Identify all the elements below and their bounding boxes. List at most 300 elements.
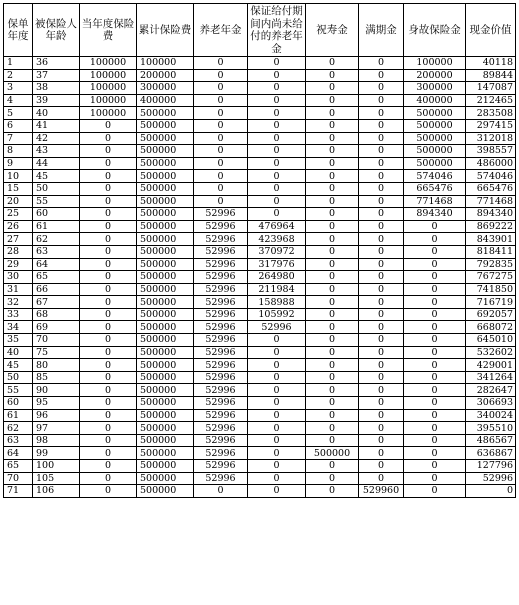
- table-row: [4, 296, 516, 309]
- cell-death-benefit: 0: [404, 447, 466, 460]
- cell-cumulative-premium: 200000: [137, 69, 194, 82]
- table-row: [4, 334, 516, 347]
- cell-annual-premium: 0: [80, 145, 137, 158]
- header-annual-premium: 当年度保险费: [80, 4, 137, 57]
- cell-insured-age: 43: [33, 145, 80, 158]
- cell-cash-value: 894340: [466, 208, 516, 221]
- cell-cumulative-premium: 500000: [137, 220, 194, 233]
- cell-maturity-benefit: 0: [359, 371, 404, 384]
- cell-maturity-benefit: 0: [359, 208, 404, 221]
- cell-annual-premium: 0: [80, 422, 137, 435]
- cell-death-benefit: 0: [404, 485, 466, 498]
- table-row: [4, 422, 516, 435]
- cell-cash-value: 692057: [466, 308, 516, 321]
- cell-cumulative-premium: 500000: [137, 258, 194, 271]
- cell-cumulative-premium: 500000: [137, 334, 194, 347]
- cell-death-benefit: 0: [404, 258, 466, 271]
- cell-guaranteed-unpaid-annuity: 52996: [248, 321, 306, 334]
- cell-cash-value: 398557: [466, 145, 516, 158]
- cell-policy-year: 64: [4, 447, 33, 460]
- cell-cash-value: 429001: [466, 359, 516, 372]
- cell-longevity-benefit: 0: [306, 485, 359, 498]
- cell-maturity-benefit: 0: [359, 321, 404, 334]
- cell-cumulative-premium: 500000: [137, 422, 194, 435]
- table-row: [4, 321, 516, 334]
- cell-death-benefit: 400000: [404, 94, 466, 107]
- table-row: [4, 157, 516, 170]
- cell-guaranteed-unpaid-annuity: 0: [248, 346, 306, 359]
- cell-policy-year: 71: [4, 485, 33, 498]
- cell-longevity-benefit: 0: [306, 258, 359, 271]
- cell-maturity-benefit: 0: [359, 195, 404, 208]
- cell-maturity-benefit: 0: [359, 245, 404, 258]
- cell-maturity-benefit: 0: [359, 460, 404, 473]
- cell-guaranteed-unpaid-annuity: 0: [248, 170, 306, 183]
- cell-guaranteed-unpaid-annuity: 0: [248, 195, 306, 208]
- table-row: [4, 94, 516, 107]
- cell-maturity-benefit: 0: [359, 57, 404, 70]
- cell-death-benefit: 894340: [404, 208, 466, 221]
- cell-pension-annuity: 0: [194, 82, 248, 95]
- cell-death-benefit: 0: [404, 460, 466, 473]
- cell-longevity-benefit: 0: [306, 460, 359, 473]
- cell-policy-year: 7: [4, 132, 33, 145]
- cell-longevity-benefit: 0: [306, 195, 359, 208]
- cell-cash-value: 716719: [466, 296, 516, 309]
- cell-policy-year: 35: [4, 334, 33, 347]
- cell-maturity-benefit: 0: [359, 384, 404, 397]
- cell-longevity-benefit: 0: [306, 220, 359, 233]
- cell-pension-annuity: 0: [194, 195, 248, 208]
- cell-cash-value: 645010: [466, 334, 516, 347]
- cell-cumulative-premium: 500000: [137, 359, 194, 372]
- cell-death-benefit: 771468: [404, 195, 466, 208]
- cell-guaranteed-unpaid-annuity: 476964: [248, 220, 306, 233]
- cell-guaranteed-unpaid-annuity: 0: [248, 107, 306, 120]
- cell-guaranteed-unpaid-annuity: 0: [248, 334, 306, 347]
- cell-insured-age: 50: [33, 182, 80, 195]
- cell-longevity-benefit: 0: [306, 233, 359, 246]
- cell-insured-age: 106: [33, 485, 80, 498]
- cell-cash-value: 668072: [466, 321, 516, 334]
- table-row: [4, 195, 516, 208]
- cell-annual-premium: 0: [80, 220, 137, 233]
- cell-longevity-benefit: 0: [306, 346, 359, 359]
- cell-cumulative-premium: 500000: [137, 460, 194, 473]
- cell-pension-annuity: 52996: [194, 346, 248, 359]
- cell-annual-premium: 0: [80, 346, 137, 359]
- cell-longevity-benefit: 0: [306, 182, 359, 195]
- cell-guaranteed-unpaid-annuity: 0: [248, 145, 306, 158]
- table-row: [4, 447, 516, 460]
- cell-guaranteed-unpaid-annuity: 0: [248, 208, 306, 221]
- cell-cumulative-premium: 500000: [137, 132, 194, 145]
- cell-policy-year: 50: [4, 371, 33, 384]
- cell-annual-premium: 0: [80, 283, 137, 296]
- cell-maturity-benefit: 0: [359, 472, 404, 485]
- cell-pension-annuity: 0: [194, 485, 248, 498]
- cell-cash-value: 741850: [466, 283, 516, 296]
- cell-cumulative-premium: 500000: [137, 384, 194, 397]
- cell-cumulative-premium: 500000: [137, 195, 194, 208]
- table-row: [4, 271, 516, 284]
- table-row: [4, 359, 516, 372]
- table-row: [4, 346, 516, 359]
- cell-guaranteed-unpaid-annuity: 0: [248, 182, 306, 195]
- cell-death-benefit: 0: [404, 359, 466, 372]
- cell-cash-value: 282647: [466, 384, 516, 397]
- cell-maturity-benefit: 0: [359, 170, 404, 183]
- cell-guaranteed-unpaid-annuity: 370972: [248, 245, 306, 258]
- cell-guaranteed-unpaid-annuity: 158988: [248, 296, 306, 309]
- benefit-table: [3, 3, 516, 498]
- cell-pension-annuity: 0: [194, 57, 248, 70]
- cell-longevity-benefit: 0: [306, 422, 359, 435]
- cell-cumulative-premium: 500000: [137, 283, 194, 296]
- cell-cumulative-premium: 500000: [137, 371, 194, 384]
- cell-pension-annuity: 0: [194, 119, 248, 132]
- cell-policy-year: 60: [4, 397, 33, 410]
- cell-pension-annuity: 52996: [194, 397, 248, 410]
- cell-guaranteed-unpaid-annuity: 0: [248, 472, 306, 485]
- cell-policy-year: 32: [4, 296, 33, 309]
- cell-death-benefit: 200000: [404, 69, 466, 82]
- cell-cumulative-premium: 500000: [137, 397, 194, 410]
- cell-insured-age: 97: [33, 422, 80, 435]
- cell-death-benefit: 0: [404, 397, 466, 410]
- cell-guaranteed-unpaid-annuity: 0: [248, 409, 306, 422]
- cell-cumulative-premium: 500000: [137, 145, 194, 158]
- cell-insured-age: 80: [33, 359, 80, 372]
- cell-cash-value: 869222: [466, 220, 516, 233]
- cell-cumulative-premium: 500000: [137, 296, 194, 309]
- cell-policy-year: 1: [4, 57, 33, 70]
- cell-insured-age: 62: [33, 233, 80, 246]
- cell-annual-premium: 0: [80, 119, 137, 132]
- cell-death-benefit: 0: [404, 346, 466, 359]
- cell-maturity-benefit: 0: [359, 182, 404, 195]
- cell-cash-value: 818411: [466, 245, 516, 258]
- cell-guaranteed-unpaid-annuity: 0: [248, 82, 306, 95]
- cell-longevity-benefit: 0: [306, 359, 359, 372]
- cell-cash-value: 340024: [466, 409, 516, 422]
- cell-maturity-benefit: 0: [359, 334, 404, 347]
- cell-annual-premium: 0: [80, 245, 137, 258]
- table-row: [4, 233, 516, 246]
- cell-longevity-benefit: 0: [306, 245, 359, 258]
- cell-maturity-benefit: 0: [359, 69, 404, 82]
- cell-cumulative-premium: 500000: [137, 308, 194, 321]
- cell-cumulative-premium: 100000: [137, 57, 194, 70]
- cell-insured-age: 90: [33, 384, 80, 397]
- cell-annual-premium: 0: [80, 170, 137, 183]
- cell-maturity-benefit: 0: [359, 145, 404, 158]
- cell-longevity-benefit: 0: [306, 321, 359, 334]
- cell-death-benefit: 500000: [404, 119, 466, 132]
- cell-cash-value: 0: [466, 485, 516, 498]
- cell-guaranteed-unpaid-annuity: 0: [248, 447, 306, 460]
- cell-pension-annuity: 52996: [194, 283, 248, 296]
- cell-death-benefit: 0: [404, 220, 466, 233]
- cell-longevity-benefit: 0: [306, 271, 359, 284]
- cell-maturity-benefit: 529960: [359, 485, 404, 498]
- cell-maturity-benefit: 0: [359, 157, 404, 170]
- table-row: [4, 170, 516, 183]
- cell-pension-annuity: 52996: [194, 321, 248, 334]
- cell-policy-year: 33: [4, 308, 33, 321]
- cell-cash-value: 395510: [466, 422, 516, 435]
- cell-longevity-benefit: 500000: [306, 447, 359, 460]
- cell-insured-age: 99: [33, 447, 80, 460]
- cell-pension-annuity: 52996: [194, 296, 248, 309]
- cell-longevity-benefit: 0: [306, 334, 359, 347]
- cell-guaranteed-unpaid-annuity: 0: [248, 371, 306, 384]
- cell-death-benefit: 500000: [404, 145, 466, 158]
- cell-guaranteed-unpaid-annuity: 0: [248, 422, 306, 435]
- cell-annual-premium: 0: [80, 233, 137, 246]
- cell-death-benefit: 665476: [404, 182, 466, 195]
- cell-cumulative-premium: 500000: [137, 447, 194, 460]
- cell-guaranteed-unpaid-annuity: 0: [248, 69, 306, 82]
- cell-pension-annuity: 0: [194, 94, 248, 107]
- table-row: [4, 220, 516, 233]
- cell-pension-annuity: 52996: [194, 334, 248, 347]
- cell-cumulative-premium: 500000: [137, 472, 194, 485]
- cell-pension-annuity: 52996: [194, 384, 248, 397]
- cell-pension-annuity: 52996: [194, 359, 248, 372]
- cell-cumulative-premium: 500000: [137, 157, 194, 170]
- table-row: [4, 472, 516, 485]
- cell-guaranteed-unpaid-annuity: 0: [248, 485, 306, 498]
- cell-longevity-benefit: 0: [306, 434, 359, 447]
- cell-longevity-benefit: 0: [306, 157, 359, 170]
- cell-longevity-benefit: 0: [306, 283, 359, 296]
- cell-pension-annuity: 52996: [194, 447, 248, 460]
- cell-policy-year: 31: [4, 283, 33, 296]
- table-row: [4, 308, 516, 321]
- cell-insured-age: 40: [33, 107, 80, 120]
- header-maturity-benefit: 满期金: [359, 4, 404, 57]
- cell-maturity-benefit: 0: [359, 308, 404, 321]
- table-row: [4, 460, 516, 473]
- cell-longevity-benefit: 0: [306, 94, 359, 107]
- table-row: [4, 485, 516, 498]
- table-row: [4, 69, 516, 82]
- table-row: [4, 119, 516, 132]
- cell-maturity-benefit: 0: [359, 94, 404, 107]
- benefit-table-container: [3, 3, 516, 498]
- cell-death-benefit: 0: [404, 409, 466, 422]
- table-row: [4, 283, 516, 296]
- cell-policy-year: 55: [4, 384, 33, 397]
- cell-annual-premium: 100000: [80, 107, 137, 120]
- cell-pension-annuity: 0: [194, 145, 248, 158]
- cell-longevity-benefit: 0: [306, 371, 359, 384]
- cell-death-benefit: 0: [404, 308, 466, 321]
- cell-insured-age: 60: [33, 208, 80, 221]
- cell-insured-age: 39: [33, 94, 80, 107]
- cell-death-benefit: 300000: [404, 82, 466, 95]
- cell-maturity-benefit: 0: [359, 258, 404, 271]
- header-guaranteed-unpaid-annuity: 保证给付期间内尚未给付的养老年金: [248, 4, 306, 57]
- cell-guaranteed-unpaid-annuity: 211984: [248, 283, 306, 296]
- cell-cash-value: 486567: [466, 434, 516, 447]
- cell-annual-premium: 0: [80, 485, 137, 498]
- cell-cash-value: 306693: [466, 397, 516, 410]
- table-row: [4, 384, 516, 397]
- header-cumulative-premium: 累计保险费: [137, 4, 194, 57]
- table-row: [4, 371, 516, 384]
- cell-insured-age: 75: [33, 346, 80, 359]
- cell-insured-age: 100: [33, 460, 80, 473]
- table-row: [4, 434, 516, 447]
- cell-cumulative-premium: 500000: [137, 485, 194, 498]
- cell-death-benefit: 0: [404, 283, 466, 296]
- cell-cash-value: 341264: [466, 371, 516, 384]
- cell-cumulative-premium: 500000: [137, 170, 194, 183]
- table-row: [4, 182, 516, 195]
- cell-death-benefit: 500000: [404, 132, 466, 145]
- cell-policy-year: 61: [4, 409, 33, 422]
- cell-pension-annuity: 52996: [194, 434, 248, 447]
- header-insured-age: 被保险人年龄: [33, 4, 80, 57]
- cell-guaranteed-unpaid-annuity: 0: [248, 384, 306, 397]
- cell-maturity-benefit: 0: [359, 447, 404, 460]
- cell-maturity-benefit: 0: [359, 132, 404, 145]
- table-row: [4, 57, 516, 70]
- cell-guaranteed-unpaid-annuity: 0: [248, 57, 306, 70]
- cell-guaranteed-unpaid-annuity: 0: [248, 434, 306, 447]
- cell-cumulative-premium: 500000: [137, 119, 194, 132]
- cell-pension-annuity: 52996: [194, 233, 248, 246]
- cell-death-benefit: 0: [404, 422, 466, 435]
- cell-death-benefit: 500000: [404, 107, 466, 120]
- cell-annual-premium: 0: [80, 334, 137, 347]
- cell-pension-annuity: 52996: [194, 245, 248, 258]
- cell-maturity-benefit: 0: [359, 296, 404, 309]
- cell-insured-age: 67: [33, 296, 80, 309]
- cell-policy-year: 20: [4, 195, 33, 208]
- cell-cash-value: 127796: [466, 460, 516, 473]
- table-body: [4, 57, 516, 498]
- cell-cumulative-premium: 500000: [137, 346, 194, 359]
- cell-insured-age: 66: [33, 283, 80, 296]
- cell-cash-value: 283508: [466, 107, 516, 120]
- cell-maturity-benefit: 0: [359, 82, 404, 95]
- cell-annual-premium: 0: [80, 434, 137, 447]
- cell-annual-premium: 0: [80, 296, 137, 309]
- cell-guaranteed-unpaid-annuity: 0: [248, 157, 306, 170]
- cell-pension-annuity: 52996: [194, 271, 248, 284]
- cell-maturity-benefit: 0: [359, 233, 404, 246]
- cell-insured-age: 70: [33, 334, 80, 347]
- cell-longevity-benefit: 0: [306, 132, 359, 145]
- cell-pension-annuity: 0: [194, 69, 248, 82]
- cell-insured-age: 41: [33, 119, 80, 132]
- cell-guaranteed-unpaid-annuity: 0: [248, 460, 306, 473]
- cell-cash-value: 312018: [466, 132, 516, 145]
- cell-death-benefit: 0: [404, 334, 466, 347]
- cell-policy-year: 2: [4, 69, 33, 82]
- cell-guaranteed-unpaid-annuity: 317976: [248, 258, 306, 271]
- cell-annual-premium: 0: [80, 371, 137, 384]
- table-row: [4, 409, 516, 422]
- cell-policy-year: 28: [4, 245, 33, 258]
- cell-annual-premium: 0: [80, 397, 137, 410]
- cell-cumulative-premium: 500000: [137, 321, 194, 334]
- cell-cash-value: 665476: [466, 182, 516, 195]
- cell-longevity-benefit: 0: [306, 296, 359, 309]
- cell-pension-annuity: 0: [194, 157, 248, 170]
- cell-guaranteed-unpaid-annuity: 0: [248, 359, 306, 372]
- cell-insured-age: 98: [33, 434, 80, 447]
- cell-maturity-benefit: 0: [359, 346, 404, 359]
- cell-guaranteed-unpaid-annuity: 0: [248, 119, 306, 132]
- cell-policy-year: 65: [4, 460, 33, 473]
- cell-insured-age: 68: [33, 308, 80, 321]
- cell-annual-premium: 100000: [80, 94, 137, 107]
- cell-death-benefit: 0: [404, 472, 466, 485]
- cell-longevity-benefit: 0: [306, 57, 359, 70]
- cell-cumulative-premium: 400000: [137, 94, 194, 107]
- cell-pension-annuity: 52996: [194, 208, 248, 221]
- cell-pension-annuity: 52996: [194, 409, 248, 422]
- cell-death-benefit: 0: [404, 271, 466, 284]
- cell-cash-value: 52996: [466, 472, 516, 485]
- cell-death-benefit: 0: [404, 371, 466, 384]
- cell-insured-age: 64: [33, 258, 80, 271]
- cell-maturity-benefit: 0: [359, 119, 404, 132]
- cell-cash-value: 771468: [466, 195, 516, 208]
- cell-pension-annuity: 52996: [194, 460, 248, 473]
- cell-death-benefit: 0: [404, 296, 466, 309]
- cell-cash-value: 574046: [466, 170, 516, 183]
- cell-death-benefit: 0: [404, 321, 466, 334]
- cell-annual-premium: 0: [80, 409, 137, 422]
- cell-cash-value: 767275: [466, 271, 516, 284]
- cell-longevity-benefit: 0: [306, 69, 359, 82]
- cell-longevity-benefit: 0: [306, 107, 359, 120]
- cell-policy-year: 15: [4, 182, 33, 195]
- cell-cumulative-premium: 500000: [137, 245, 194, 258]
- cell-annual-premium: 100000: [80, 57, 137, 70]
- cell-maturity-benefit: 0: [359, 271, 404, 284]
- cell-policy-year: 70: [4, 472, 33, 485]
- cell-cumulative-premium: 500000: [137, 434, 194, 447]
- cell-longevity-benefit: 0: [306, 409, 359, 422]
- cell-cash-value: 89844: [466, 69, 516, 82]
- cell-maturity-benefit: 0: [359, 409, 404, 422]
- cell-longevity-benefit: 0: [306, 472, 359, 485]
- cell-insured-age: 105: [33, 472, 80, 485]
- cell-policy-year: 25: [4, 208, 33, 221]
- cell-maturity-benefit: 0: [359, 359, 404, 372]
- cell-insured-age: 96: [33, 409, 80, 422]
- cell-death-benefit: 0: [404, 233, 466, 246]
- cell-cumulative-premium: 500000: [137, 182, 194, 195]
- cell-insured-age: 37: [33, 69, 80, 82]
- cell-cumulative-premium: 300000: [137, 82, 194, 95]
- cell-pension-annuity: 52996: [194, 371, 248, 384]
- cell-policy-year: 30: [4, 271, 33, 284]
- cell-insured-age: 63: [33, 245, 80, 258]
- cell-cumulative-premium: 500000: [137, 271, 194, 284]
- cell-annual-premium: 0: [80, 195, 137, 208]
- cell-insured-age: 42: [33, 132, 80, 145]
- cell-guaranteed-unpaid-annuity: 105992: [248, 308, 306, 321]
- cell-insured-age: 85: [33, 371, 80, 384]
- cell-maturity-benefit: 0: [359, 434, 404, 447]
